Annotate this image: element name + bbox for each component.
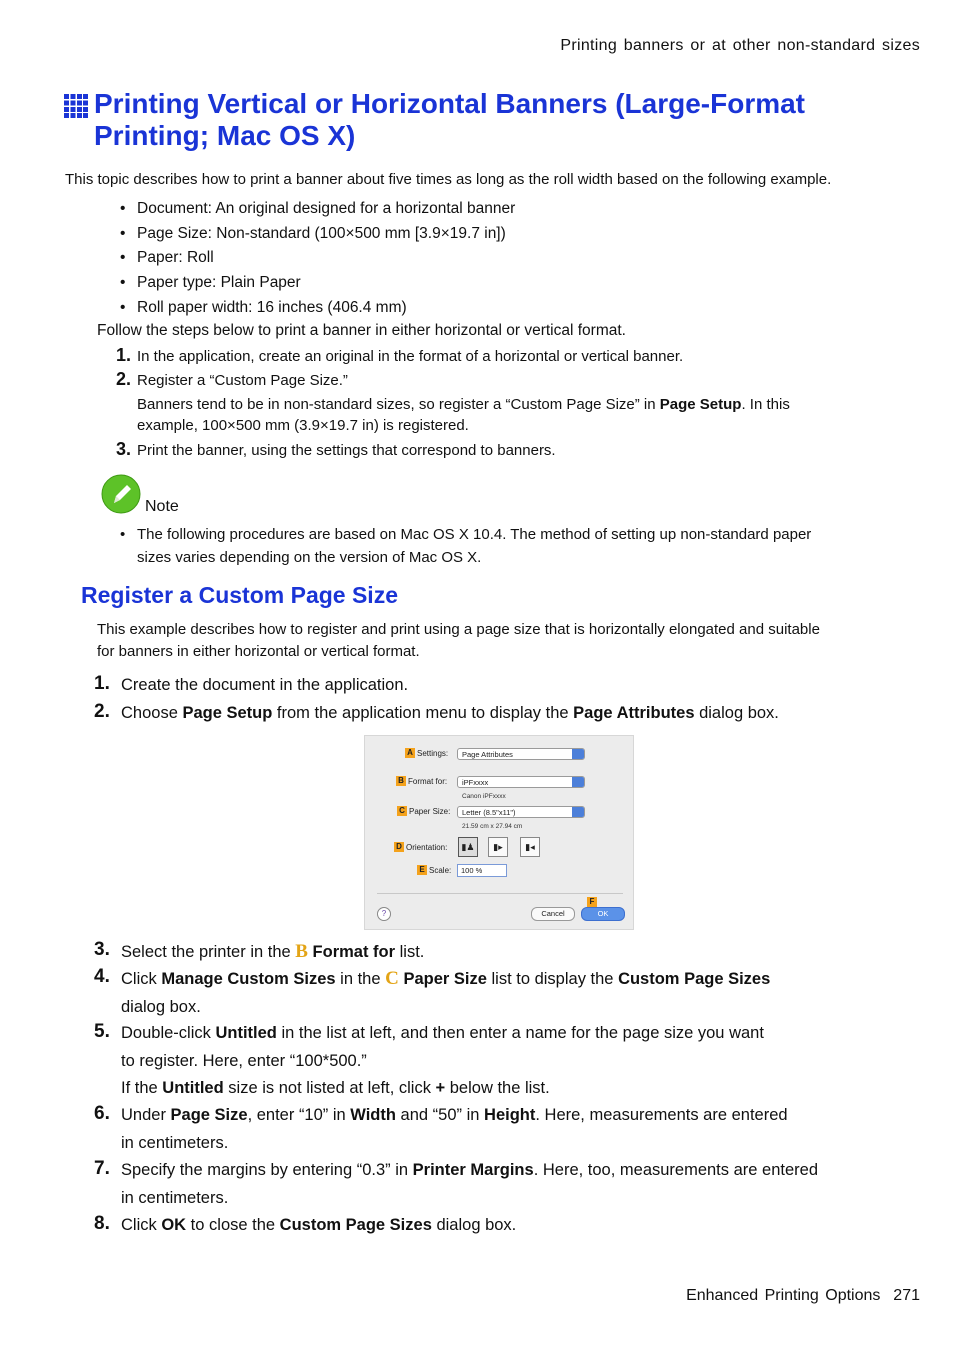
step-number: 5. bbox=[94, 1021, 110, 1042]
format-for-select[interactable] bbox=[457, 776, 585, 788]
text: to register. Here, enter “100*500.” bbox=[121, 1051, 367, 1070]
scale-input[interactable]: 100 % bbox=[457, 864, 507, 877]
bullet-dot: • bbox=[120, 526, 126, 543]
text: list. bbox=[395, 943, 425, 961]
section-intro-line: for banners in either horizontal or vertical format. bbox=[97, 643, 420, 660]
step-number: 7. bbox=[94, 1158, 110, 1179]
detail-text: . In this bbox=[741, 396, 790, 413]
landscape-button[interactable] bbox=[488, 837, 508, 857]
text: list to display the bbox=[486, 970, 619, 988]
list-item: • Paper: Roll bbox=[120, 248, 515, 273]
footer-section: Enhanced Printing Options bbox=[686, 1287, 881, 1304]
step-text: Print the banner, using the settings that correspond to banners. bbox=[137, 442, 556, 459]
text: size is not listed at left, click bbox=[223, 1079, 436, 1097]
step-text bbox=[121, 1020, 881, 1103]
format-label: Format for: bbox=[408, 776, 448, 786]
text: to close the bbox=[186, 1216, 280, 1234]
portrait-button[interactable] bbox=[458, 837, 478, 857]
step-number: 6. bbox=[94, 1103, 110, 1124]
cancel-button[interactable]: Cancel bbox=[531, 907, 575, 921]
reverse-landscape-button[interactable] bbox=[520, 837, 540, 857]
text: Choose bbox=[121, 704, 183, 722]
text: Click bbox=[121, 1216, 162, 1234]
paper-size-select[interactable] bbox=[457, 806, 585, 818]
note-text bbox=[137, 523, 877, 569]
ok-button[interactable]: OK bbox=[581, 907, 625, 921]
section-heading: Register a Custom Page Size bbox=[81, 582, 398, 608]
text: , enter “10” in bbox=[247, 1106, 351, 1124]
step-text: In the application, create an original in the format of a horizontal or vertical banner. bbox=[137, 348, 684, 365]
running-footer bbox=[686, 1287, 920, 1305]
section-intro bbox=[97, 619, 887, 663]
step-text bbox=[121, 1157, 881, 1212]
text: dialog box. bbox=[121, 997, 201, 1016]
follow-paragraph: Follow the steps below to print a banner in either horizontal or vertical format. bbox=[97, 322, 626, 339]
text: dialog box. bbox=[431, 1216, 517, 1234]
step-text: Register a “Custom Page Size.” bbox=[137, 372, 348, 389]
intro-paragraph: This topic describes how to print a banner about five times as long as the roll width based on the following example. bbox=[65, 171, 832, 188]
paper-size-label: Paper Size: bbox=[409, 806, 451, 816]
chevron-down-icon bbox=[572, 749, 584, 759]
bold-text: Width bbox=[350, 1106, 396, 1124]
divider bbox=[377, 893, 623, 894]
step-number: 3. bbox=[94, 939, 110, 960]
orientation-label: Orientation: bbox=[406, 842, 448, 852]
text: dialog box. bbox=[694, 704, 779, 722]
example-list bbox=[120, 199, 515, 322]
scale-row bbox=[417, 865, 451, 875]
bold-text: Height bbox=[484, 1106, 536, 1124]
text: Under bbox=[121, 1106, 171, 1124]
list-item: • Document: An original designed for a horizontal banner bbox=[120, 199, 515, 224]
bold-text: Untitled bbox=[162, 1079, 224, 1097]
list-item: • Paper type: Plain Paper bbox=[120, 273, 515, 298]
step-detail: example, 100×500 mm (3.9×19.7 in) is registered. bbox=[137, 417, 469, 434]
select-value: Letter (8.5"x11") bbox=[462, 808, 516, 817]
select-value: Page Attributes bbox=[462, 750, 513, 759]
step-number: 1. bbox=[116, 345, 132, 365]
text: from the application menu to display the bbox=[272, 704, 574, 722]
chevron-down-icon bbox=[572, 777, 584, 787]
bold-text: + bbox=[435, 1079, 446, 1097]
step-number: 3. bbox=[116, 439, 132, 459]
settings-label: Settings: bbox=[417, 748, 449, 758]
list-item: • Roll paper width: 16 inches (406.4 mm) bbox=[120, 298, 515, 323]
text: Select the printer in the bbox=[121, 943, 296, 961]
text: below the list. bbox=[445, 1079, 550, 1097]
format-subtext: Canon iPFxxxx bbox=[462, 793, 506, 800]
page-title: Printing Vertical or Horizontal Banners (Large-Format Printing; Mac OS X) bbox=[94, 88, 806, 151]
orientation-row bbox=[394, 842, 447, 852]
bold-text: Untitled bbox=[215, 1024, 277, 1042]
bold-text: Custom Page Sizes bbox=[279, 1216, 432, 1234]
callout-tag: E bbox=[417, 865, 427, 875]
step-text bbox=[121, 965, 881, 1021]
scale-label: Scale: bbox=[429, 865, 452, 875]
step-number: 2. bbox=[94, 701, 110, 722]
step-text bbox=[121, 938, 881, 967]
bold-text: Custom Page Sizes bbox=[618, 970, 771, 988]
step-number: 1. bbox=[94, 673, 110, 694]
grid-icon bbox=[64, 94, 88, 118]
help-button[interactable]: ? bbox=[377, 907, 391, 921]
detail-text: Banners tend to be in non-standard sizes, so register a “Custom Page Size” in bbox=[137, 396, 660, 413]
bold-text: Paper Size bbox=[403, 970, 487, 988]
running-header: Printing banners or at other non-standard sizes bbox=[560, 37, 920, 54]
settings-row bbox=[405, 748, 448, 758]
text: in the list at left, and then enter a name for the page size you want bbox=[276, 1024, 764, 1042]
bold-text: OK bbox=[161, 1216, 187, 1234]
bold-text: Printer Margins bbox=[412, 1161, 534, 1179]
list-item: • Page Size: Non-standard (100×500 mm [3.9×19.7 in]) bbox=[120, 224, 515, 249]
reverse-landscape-icon: ▮◂ bbox=[525, 842, 535, 852]
paper-size-subtext: 21.59 cm x 27.94 cm bbox=[462, 823, 523, 830]
callout-tag: A bbox=[405, 748, 415, 758]
landscape-icon: ▮▸ bbox=[493, 842, 503, 852]
text: Double-click bbox=[121, 1024, 216, 1042]
note-bullet bbox=[120, 523, 880, 571]
text: . Here, too, measurements are entered bbox=[533, 1161, 818, 1179]
pencil-note-icon bbox=[101, 474, 141, 514]
text: in the bbox=[335, 970, 386, 988]
callout-letter: B bbox=[295, 941, 308, 962]
text: . Here, measurements are entered bbox=[535, 1106, 788, 1124]
note-label: Note bbox=[145, 498, 179, 515]
step-text bbox=[121, 700, 881, 728]
step-detail bbox=[137, 396, 790, 413]
callout-tag: F bbox=[587, 897, 597, 907]
callout-tag: C bbox=[397, 806, 407, 816]
step-text bbox=[121, 1102, 881, 1157]
format-row bbox=[396, 776, 447, 786]
text: in centimeters. bbox=[121, 1188, 229, 1207]
detail-bold: Page Setup bbox=[659, 396, 742, 413]
section-intro-line: This example describes how to register and print using a page size that is horizontally elongated and suitable bbox=[97, 621, 820, 638]
text: and “50” in bbox=[395, 1106, 485, 1124]
callout-letter: C bbox=[385, 968, 399, 989]
step-number: 8. bbox=[94, 1213, 110, 1234]
bold-text: Page Attributes bbox=[573, 704, 695, 722]
paper-size-row bbox=[397, 806, 450, 816]
step-number: 4. bbox=[94, 966, 110, 987]
page-attributes-dialog bbox=[364, 735, 634, 930]
page-number: 271 bbox=[893, 1287, 920, 1304]
select-value: iPFxxxx bbox=[462, 778, 489, 787]
callout-tag: D bbox=[394, 842, 404, 852]
text: Specify the margins by entering “0.3” in bbox=[121, 1161, 413, 1179]
text: If the bbox=[121, 1079, 163, 1097]
text: Click bbox=[121, 970, 162, 988]
settings-select[interactable] bbox=[457, 748, 585, 760]
step-text bbox=[121, 1212, 881, 1240]
callout-tag: B bbox=[396, 776, 406, 786]
step-number: 2. bbox=[116, 369, 132, 389]
bold-text: Page Size bbox=[170, 1106, 248, 1124]
step-text: Create the document in the application. bbox=[121, 676, 409, 694]
portrait-icon: ▮♟ bbox=[461, 842, 475, 852]
bold-text: Format for bbox=[312, 943, 396, 961]
note-line: sizes varies depending on the version of Mac OS X. bbox=[137, 549, 482, 566]
note-line: The following procedures are based on Mac OS X 10.4. The method of setting up non-standard paper bbox=[137, 526, 812, 543]
bold-text: Manage Custom Sizes bbox=[161, 970, 336, 988]
bold-text: Page Setup bbox=[182, 704, 273, 722]
text: in centimeters. bbox=[121, 1133, 229, 1152]
chevron-down-icon bbox=[572, 807, 584, 817]
